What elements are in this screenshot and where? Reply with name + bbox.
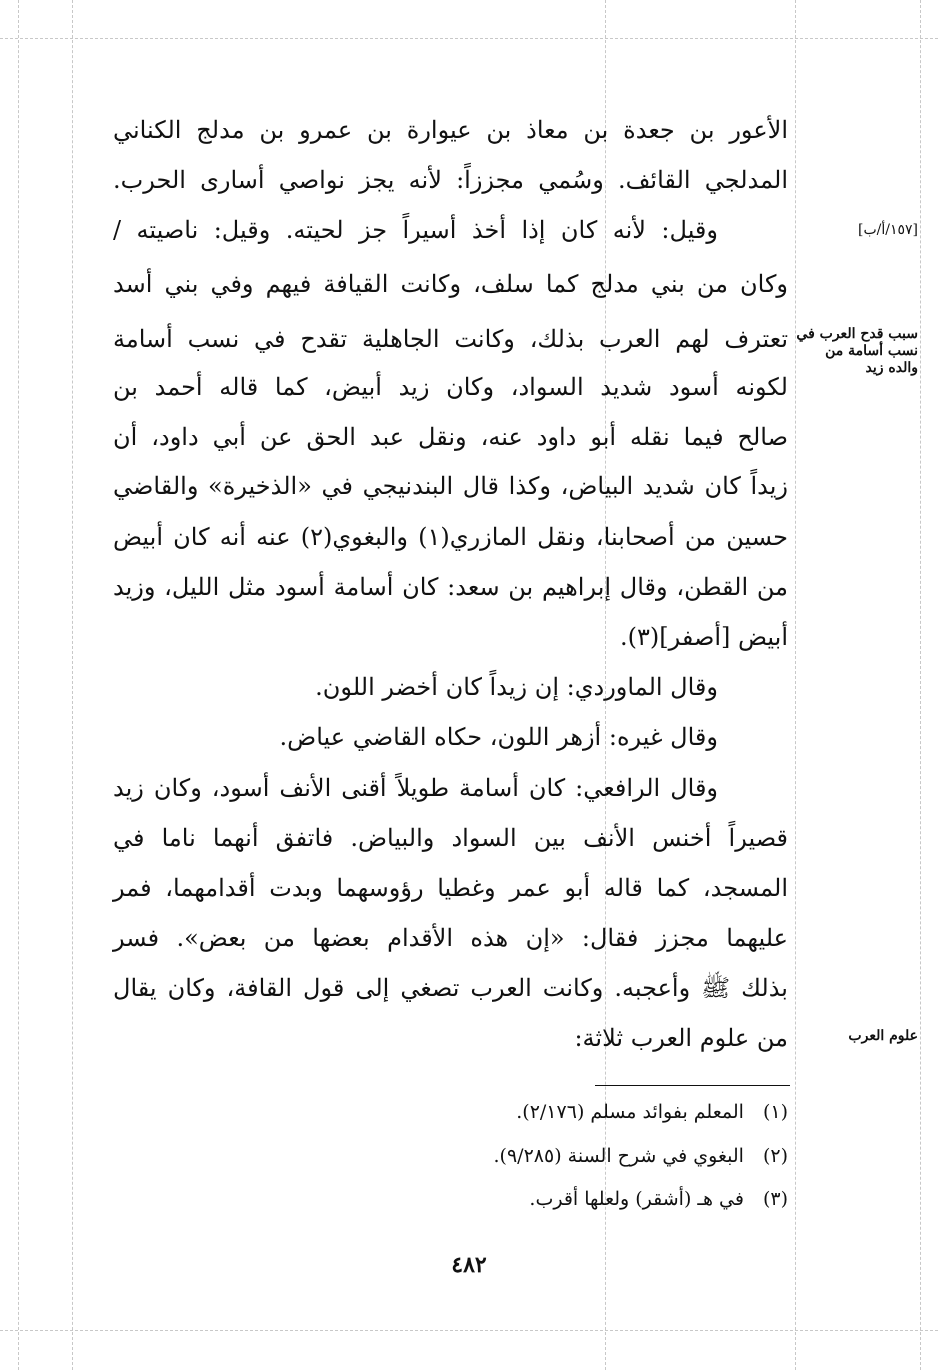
footnote-number: (٣) — [762, 1188, 788, 1210]
text-line: المسجد، كما قاله أبو عمر وغطيا رؤوسهما وبدت أقدامهما، فمر — [113, 874, 788, 902]
margin-note-lineage: سبب قدح العرب في نسب أسامة من والده زيد — [796, 326, 918, 376]
text-line: وكان من بني مدلج كما سلف، وكانت القيافة فيهم وفي بني أسد — [113, 270, 788, 298]
footnote — [288, 1184, 788, 1214]
footnote-number: (٢) — [762, 1145, 788, 1167]
text-line: زيداً كان شديد البياض، وكذا قال البندنيجي في «الذخيرة» والقاضي — [113, 472, 788, 500]
text-line: لكونه أسود شديد السواد، وكان زيد أبيض، كما قاله أحمد بن — [113, 373, 788, 401]
margin-note-arab-sciences: علوم العرب — [848, 1028, 918, 1044]
text-line: أبيض [أصفر](٣). — [619, 623, 788, 651]
footnote-text: المعلم بفوائد مسلم (٢/١٧٦). — [516, 1101, 744, 1123]
text-line: عليهما مجزز فقال: «إن هذه الأقدام بعضها من بعض». فسر — [113, 924, 788, 952]
footnote-separator — [595, 1085, 790, 1086]
guide-line — [0, 38, 938, 39]
text-line: من علوم العرب ثلاثة: — [574, 1024, 788, 1052]
page-number: ٤٨٢ — [451, 1252, 487, 1278]
text-line: حسين من أصحابنا، ونقل المازري(١) والبغوي(٢) عنه أنه كان أبيض — [113, 523, 788, 551]
footnote — [288, 1141, 788, 1171]
text-line: تعترف لهم العرب بذلك، وكانت الجاهلية تقدح في نسب أسامة — [113, 325, 788, 353]
text-line: الأعور بن جعدة بن معاذ بن عيوارة بن عمرو بن مدلج الكناني — [113, 116, 788, 144]
margin-folio-ref: [١٥٧/أ/ب] — [858, 222, 918, 238]
footnote-number: (١) — [762, 1101, 788, 1123]
text-line: وقال غيره: أزهر اللون، حكاه القاضي عياض. — [279, 723, 718, 751]
text-line: قصيراً أخنس الأنف بين السواد والبياض. فاتفق أنهما ناما في — [113, 824, 788, 852]
guide-line — [18, 0, 19, 1370]
text-line: وقال الرافعي: كان أسامة طويلاً أقنى الأنف أسود، وكان زيد — [113, 774, 719, 802]
text-line: صالح فيما نقله أبو داود عنه، ونقل عبد الحق عن أبي داود، أن — [113, 423, 788, 451]
footnote-text: في هـ (أشقر) ولعلها أقرب. — [529, 1188, 744, 1210]
guide-line — [920, 0, 921, 1370]
text-line: وقال الماوردي: إن زيداً كان أخضر اللون. — [315, 673, 718, 701]
text-line: المدلجي القائف. وسُمي مجززاً: لأنه يجز نواصي أسارى الحرب. — [113, 166, 788, 194]
text-line: من القطن، وقال إبراهيم بن سعد: كان أسامة أسود مثل الليل، وزيد — [113, 573, 788, 601]
guide-line — [72, 0, 73, 1370]
guide-line — [795, 0, 796, 1370]
footnote-text: البغوي في شرح السنة (٩/٢٨٥). — [493, 1145, 744, 1167]
footnote — [288, 1097, 788, 1127]
guide-line — [0, 1330, 938, 1331]
text-line: وقيل: لأنه كان إذا أخذ أسيراً جز لحيته. وقيل: ناصيته / — [113, 216, 718, 244]
text-line: بذلك ﷺ وأعجبه. وكانت العرب تصغي إلى قول القافة، وكان يقال — [113, 974, 788, 1002]
